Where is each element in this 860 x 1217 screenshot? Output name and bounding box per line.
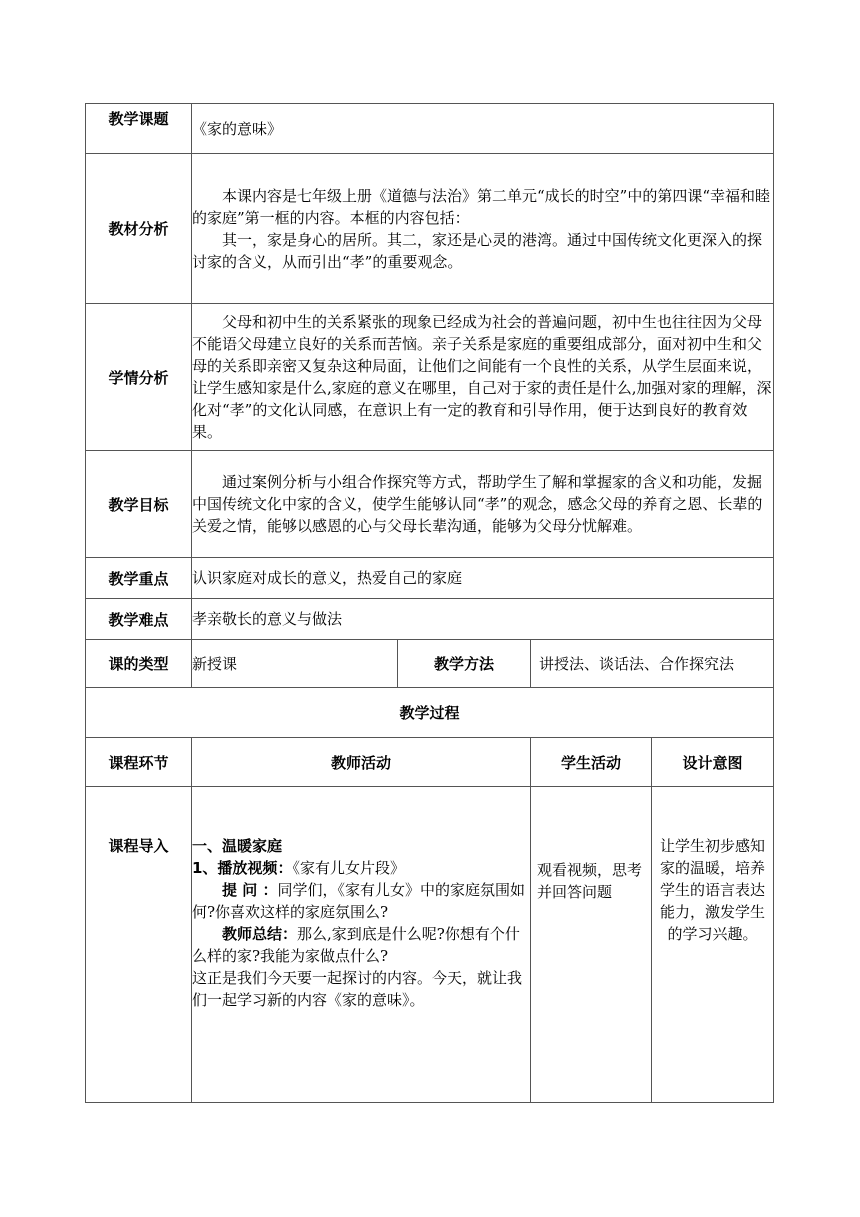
- topic-value: 《家的意味》: [192, 104, 774, 154]
- material-label: 教材分析: [86, 154, 192, 304]
- type-label: 课的类型: [86, 640, 192, 688]
- lesson-plan-table: [85, 103, 774, 1103]
- question-label: 提 问 ：: [222, 881, 278, 899]
- students-paragraph: 父母和初中生的关系紧张的现象已经成为社会的普遍问题，初中生也往往因为父母不能语父母建立良好的关系而苦恼。亲子关系是家庭的重要组成部分，面对初中生和父母的关系即亲密又复杂这种局面，让他们之间能有一个良性的关系，从学生层面来说，让学生感知家是什么,家庭的意义在哪里，自己对于家的责任是什么,加强对家的理解，深化对“孝”的文化认同感，在意识上有一定的教育和引导作用，便于达到良好的教育效果。: [192, 313, 772, 441]
- material-paragraph: 其一，家是身心的居所。其二，家还是心灵的港湾。通过中国传统文化更深入的探讨家的含义，从而引出“孝”的重要观念。: [192, 230, 763, 271]
- goals-label: 教学目标: [86, 451, 192, 558]
- summary-text: 那么,家到底是什么呢?你想有个什么样的家?我能为家做点什么?: [192, 925, 520, 965]
- process-title: 教学过程: [86, 688, 774, 738]
- teacher-question: [192, 879, 526, 923]
- goals-paragraph: 通过案例分析与小组合作探究等方式，帮助学生了解和掌握家的含义和功能，发掘中国传统文化中家的含义，使学生能够认同“孝”的观念，感念父母的养育之恩、长辈的关爱之情，能够以感恩的心与父母长辈沟通，能够为父母分忧解难。: [192, 473, 763, 535]
- row-material: [86, 154, 774, 304]
- teacher-closing: 这正是我们今天要一起探讨的内容。今天，就让我们一起学习新的内容《家的意味》。: [192, 969, 523, 1009]
- video-value: 《家有儿女片段》: [292, 859, 405, 877]
- teacher-summary: [192, 923, 526, 967]
- material-paragraph: 本课内容是七年级上册《道德与法治》第二单元“成长的时空”中的第四课“幸福和睦的家庭”第一框的内容。本框的内容包括：: [192, 186, 771, 227]
- difficulty-value: 孝亲敬长的意义与做法: [192, 599, 774, 640]
- teacher-activity: [192, 787, 531, 1103]
- goals-content: [192, 451, 774, 558]
- teacher-section-title: 一、温暖家庭: [192, 837, 283, 855]
- row-process-title: [86, 688, 774, 738]
- type-value: 新授课: [192, 640, 398, 688]
- row-difficulty: [86, 599, 774, 640]
- question-text: 同学们，《家有儿女》中的家庭氛围如何?你喜欢这样的家庭氛围么?: [192, 881, 525, 921]
- key-label: 教学重点: [86, 558, 192, 599]
- method-label: 教学方法: [398, 640, 531, 688]
- row-goals: [86, 451, 774, 558]
- row-topic: [86, 104, 774, 154]
- video-label: 1、播放视频：: [192, 859, 293, 877]
- row-process-headers: [86, 738, 774, 787]
- row-type: [86, 640, 774, 688]
- key-value: 认识家庭对成长的意义，热爱自己的家庭: [192, 558, 774, 599]
- method-value: 讲授法、谈话法、合作探究法: [531, 640, 774, 688]
- student-activity: 观看视频，思考并回答问题: [531, 787, 652, 1103]
- row-process-intro: [86, 787, 774, 1103]
- header-student: 学生活动: [531, 738, 652, 787]
- header-stage: 课程环节: [86, 738, 192, 787]
- teacher-video-line: [192, 857, 526, 879]
- row-students: [86, 304, 774, 451]
- header-teacher: 教师活动: [192, 738, 531, 787]
- summary-label: 教师总结：: [222, 925, 298, 943]
- difficulty-label: 教学难点: [86, 599, 192, 640]
- students-label: 学情分析: [86, 304, 192, 451]
- header-intent: 设计意图: [652, 738, 774, 787]
- students-content: [192, 304, 774, 451]
- topic-label: 教学课题: [86, 104, 192, 154]
- design-intent: 让学生初步感知家的温暖，培养学生的语言表达能力，激发学生的学习兴趣。: [652, 787, 774, 1103]
- row-key: [86, 558, 774, 599]
- stage-label: 课程导入: [86, 787, 192, 1103]
- material-content: [192, 154, 774, 304]
